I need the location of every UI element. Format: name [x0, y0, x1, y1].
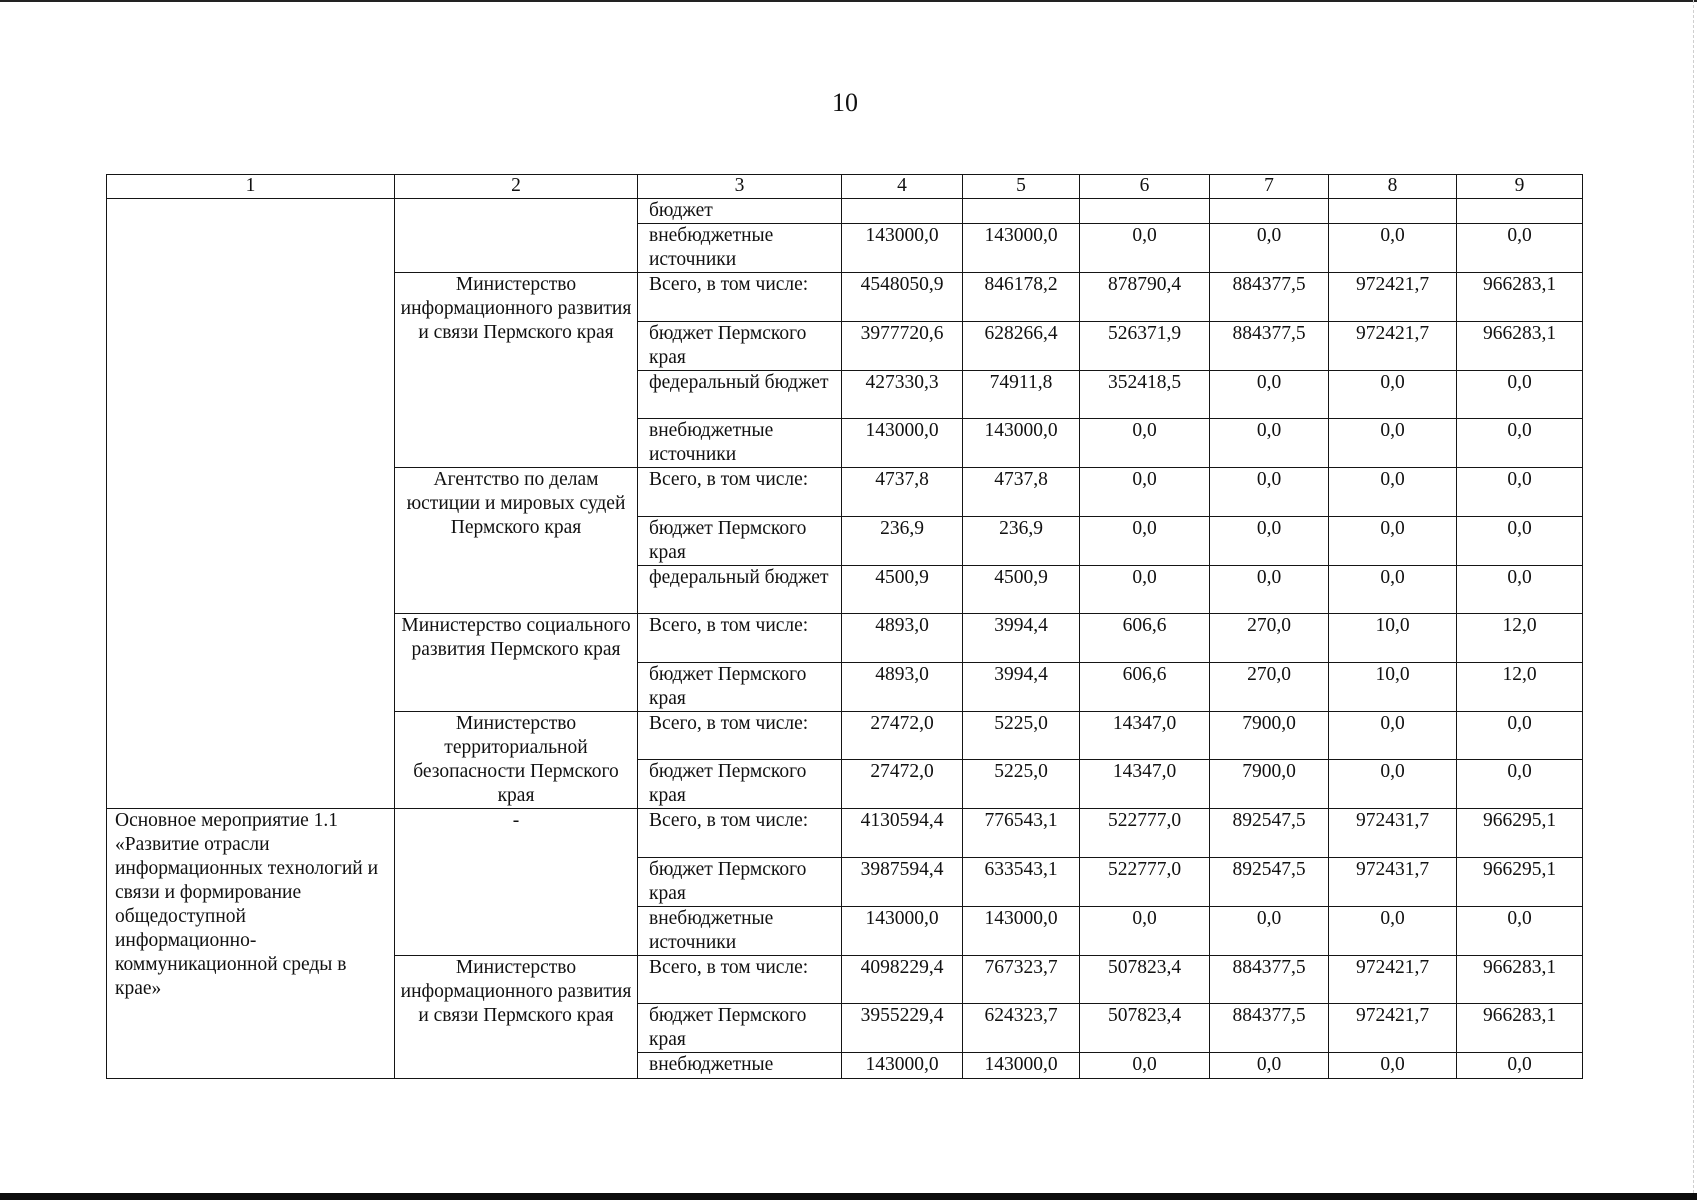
- value-cell: 0,0: [1210, 224, 1329, 273]
- value-cell: 143000,0: [963, 224, 1080, 273]
- program-cell-empty: [107, 199, 395, 809]
- value-cell: 4130594,4: [842, 809, 963, 858]
- org-cell: Министерство информационного развития и связи Пермского края: [395, 955, 638, 1079]
- source-cell: бюджет Пермского края: [638, 857, 842, 906]
- source-cell: внебюджетные источники: [638, 419, 842, 468]
- org-cell-dash: -: [395, 809, 638, 956]
- value-cell: 0,0: [1210, 906, 1329, 955]
- value-cell: 0,0: [1210, 370, 1329, 419]
- col-number-2: 2: [395, 175, 638, 199]
- value-cell: 236,9: [842, 516, 963, 565]
- value-cell: 27472,0: [842, 711, 963, 760]
- col-number-9: 9: [1457, 175, 1583, 199]
- value-cell: 0,0: [1080, 468, 1210, 517]
- value-cell: 522777,0: [1080, 857, 1210, 906]
- value-cell: 143000,0: [842, 1053, 963, 1079]
- org-cell-empty: [395, 199, 638, 273]
- value-cell: 878790,4: [1080, 273, 1210, 322]
- value-cell: 0,0: [1329, 370, 1457, 419]
- value-cell: 236,9: [963, 516, 1080, 565]
- value-cell: 4737,8: [842, 468, 963, 517]
- value-cell: 427330,3: [842, 370, 963, 419]
- value-cell: 3977720,6: [842, 321, 963, 370]
- value-cell: 0,0: [1457, 370, 1583, 419]
- source-cell: Всего, в том числе:: [638, 614, 842, 663]
- source-cell: внебюджетные источники: [638, 224, 842, 273]
- value-cell: 14347,0: [1080, 760, 1210, 809]
- value-cell: 0,0: [1210, 419, 1329, 468]
- value-cell: 4500,9: [963, 565, 1080, 614]
- value-cell: 966295,1: [1457, 809, 1583, 858]
- value-cell: 0,0: [1080, 419, 1210, 468]
- source-cell: бюджет Пермского края: [638, 662, 842, 711]
- value-cell: 270,0: [1210, 662, 1329, 711]
- col-number-8: 8: [1329, 175, 1457, 199]
- source-cell: бюджет Пермского края: [638, 1004, 842, 1053]
- source-cell: бюджет Пермского края: [638, 516, 842, 565]
- value-cell: 0,0: [1457, 516, 1583, 565]
- value-cell: 4098229,4: [842, 955, 963, 1004]
- value-cell: 74911,8: [963, 370, 1080, 419]
- value-cell: 884377,5: [1210, 321, 1329, 370]
- col-number-1: 1: [107, 175, 395, 199]
- value-cell: 0,0: [1457, 565, 1583, 614]
- value-cell: 0,0: [1329, 468, 1457, 517]
- value-cell: 5225,0: [963, 760, 1080, 809]
- value-cell: 972421,7: [1329, 955, 1457, 1004]
- value-cell: 0,0: [1457, 1053, 1583, 1079]
- source-cell: бюджет Пермского края: [638, 321, 842, 370]
- value-cell: 966283,1: [1457, 321, 1583, 370]
- source-cell: Всего, в том числе:: [638, 273, 842, 322]
- value-cell-empty: [1080, 199, 1210, 224]
- value-cell: 966283,1: [1457, 1004, 1583, 1053]
- column-number-row: [107, 175, 1583, 199]
- value-cell: 966283,1: [1457, 955, 1583, 1004]
- value-cell: 972421,7: [1329, 273, 1457, 322]
- value-cell: 507823,4: [1080, 955, 1210, 1004]
- value-cell: 0,0: [1329, 224, 1457, 273]
- value-cell: 143000,0: [842, 224, 963, 273]
- value-cell: 628266,4: [963, 321, 1080, 370]
- value-cell: 0,0: [1329, 711, 1457, 760]
- value-cell: 4548050,9: [842, 273, 963, 322]
- value-cell: 143000,0: [842, 906, 963, 955]
- value-cell: 522777,0: [1080, 809, 1210, 858]
- value-cell-empty: [963, 199, 1080, 224]
- value-cell: 966295,1: [1457, 857, 1583, 906]
- value-cell: 270,0: [1210, 614, 1329, 663]
- value-cell: 0,0: [1329, 1053, 1457, 1079]
- value-cell: 892547,5: [1210, 857, 1329, 906]
- value-cell: 884377,5: [1210, 955, 1329, 1004]
- value-cell: 0,0: [1210, 1053, 1329, 1079]
- col-number-3: 3: [638, 175, 842, 199]
- value-cell: 0,0: [1210, 468, 1329, 517]
- value-cell-empty: [842, 199, 963, 224]
- value-cell: 12,0: [1457, 662, 1583, 711]
- value-cell: 0,0: [1210, 565, 1329, 614]
- value-cell: 606,6: [1080, 614, 1210, 663]
- value-cell: 526371,9: [1080, 321, 1210, 370]
- scan-edge-bottom: [0, 1193, 1697, 1200]
- source-cell: внебюджетные источники: [638, 906, 842, 955]
- funding-table: [106, 174, 1583, 1079]
- value-cell: 0,0: [1210, 516, 1329, 565]
- value-cell: 3994,4: [963, 614, 1080, 663]
- value-cell: 0,0: [1329, 906, 1457, 955]
- source-cell: Всего, в том числе:: [638, 711, 842, 760]
- value-cell-empty: [1210, 199, 1329, 224]
- value-cell: 143000,0: [963, 1053, 1080, 1079]
- value-cell: 143000,0: [963, 419, 1080, 468]
- source-cell: Всего, в том числе:: [638, 468, 842, 517]
- scan-edge-right: [1693, 0, 1695, 1193]
- scan-edge-top: [0, 0, 1697, 2]
- value-cell: 0,0: [1457, 760, 1583, 809]
- value-cell: 0,0: [1457, 224, 1583, 273]
- value-cell: 0,0: [1080, 224, 1210, 273]
- page-number: 10: [832, 88, 858, 117]
- value-cell: 143000,0: [842, 419, 963, 468]
- value-cell: 972431,7: [1329, 857, 1457, 906]
- org-cell: Агентство по делам юстиции и мировых судей Пермского края: [395, 468, 638, 614]
- value-cell: 143000,0: [963, 906, 1080, 955]
- value-cell: 7900,0: [1210, 760, 1329, 809]
- value-cell: 0,0: [1329, 565, 1457, 614]
- source-cell: бюджет: [638, 199, 842, 224]
- value-cell: 507823,4: [1080, 1004, 1210, 1053]
- org-cell: Министерство территориальной безопасности Пермского края: [395, 711, 638, 809]
- value-cell: 633543,1: [963, 857, 1080, 906]
- value-cell: 352418,5: [1080, 370, 1210, 419]
- value-cell: 972431,7: [1329, 809, 1457, 858]
- table-row: [107, 809, 1583, 858]
- value-cell-empty: [1457, 199, 1583, 224]
- value-cell: 972421,7: [1329, 1004, 1457, 1053]
- org-cell: Министерство информационного развития и связи Пермского края: [395, 273, 638, 468]
- source-cell: федеральный бюджет: [638, 370, 842, 419]
- value-cell: 4737,8: [963, 468, 1080, 517]
- value-cell: 884377,5: [1210, 1004, 1329, 1053]
- value-cell: 0,0: [1080, 1053, 1210, 1079]
- value-cell: 14347,0: [1080, 711, 1210, 760]
- value-cell: 10,0: [1329, 662, 1457, 711]
- value-cell-empty: [1329, 199, 1457, 224]
- value-cell: 0,0: [1457, 419, 1583, 468]
- value-cell: 4893,0: [842, 662, 963, 711]
- col-number-5: 5: [963, 175, 1080, 199]
- value-cell: 0,0: [1329, 760, 1457, 809]
- value-cell: 0,0: [1329, 516, 1457, 565]
- value-cell: 3987594,4: [842, 857, 963, 906]
- value-cell: 7900,0: [1210, 711, 1329, 760]
- source-cell: Всего, в том числе:: [638, 955, 842, 1004]
- value-cell: 0,0: [1329, 419, 1457, 468]
- value-cell: 27472,0: [842, 760, 963, 809]
- value-cell: 0,0: [1457, 711, 1583, 760]
- value-cell: 5225,0: [963, 711, 1080, 760]
- value-cell: 606,6: [1080, 662, 1210, 711]
- value-cell: 4893,0: [842, 614, 963, 663]
- source-cell: внебюджетные: [638, 1053, 842, 1079]
- value-cell: 846178,2: [963, 273, 1080, 322]
- col-number-4: 4: [842, 175, 963, 199]
- value-cell: 4500,9: [842, 565, 963, 614]
- value-cell: 892547,5: [1210, 809, 1329, 858]
- col-number-6: 6: [1080, 175, 1210, 199]
- value-cell: 966283,1: [1457, 273, 1583, 322]
- value-cell: 972421,7: [1329, 321, 1457, 370]
- value-cell: 12,0: [1457, 614, 1583, 663]
- value-cell: 3994,4: [963, 662, 1080, 711]
- program-cell: Основное мероприятие 1.1 «Развитие отрасли информационных технологий и связи и формирование общедоступной информационно-коммуникационной среды в крае»: [107, 809, 395, 1079]
- source-cell: федеральный бюджет: [638, 565, 842, 614]
- value-cell: 624323,7: [963, 1004, 1080, 1053]
- value-cell: 776543,1: [963, 809, 1080, 858]
- value-cell: 0,0: [1457, 468, 1583, 517]
- value-cell: 10,0: [1329, 614, 1457, 663]
- value-cell: 3955229,4: [842, 1004, 963, 1053]
- value-cell: 0,0: [1080, 516, 1210, 565]
- value-cell: 884377,5: [1210, 273, 1329, 322]
- value-cell: 0,0: [1080, 906, 1210, 955]
- table-row: [107, 199, 1583, 224]
- col-number-7: 7: [1210, 175, 1329, 199]
- source-cell: бюджет Пермского края: [638, 760, 842, 809]
- value-cell: 0,0: [1457, 906, 1583, 955]
- source-cell: Всего, в том числе:: [638, 809, 842, 858]
- value-cell: 767323,7: [963, 955, 1080, 1004]
- org-cell: Министерство социального развития Пермского края: [395, 614, 638, 712]
- value-cell: 0,0: [1080, 565, 1210, 614]
